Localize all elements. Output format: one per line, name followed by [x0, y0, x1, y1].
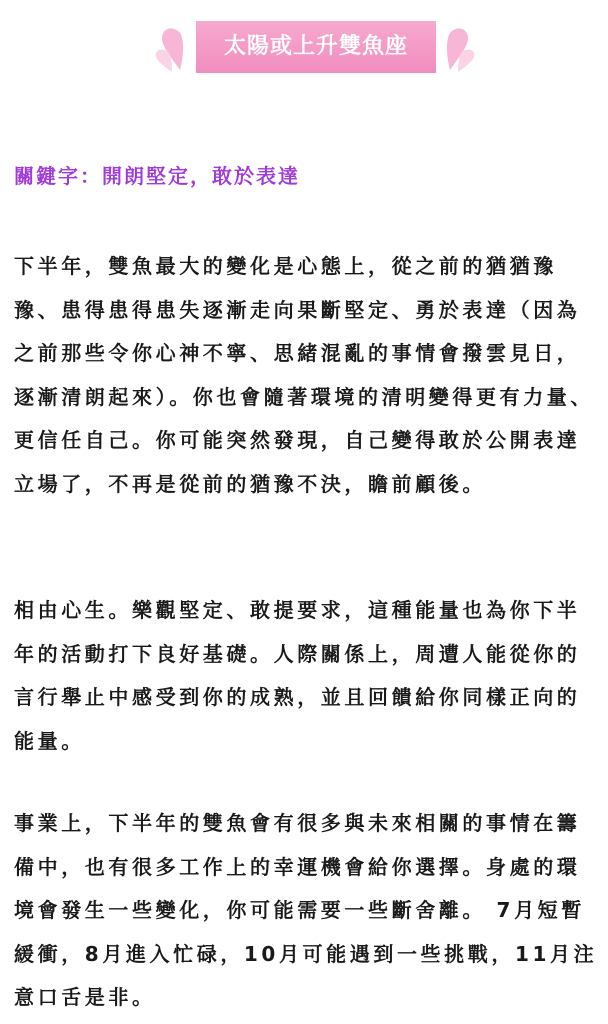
paragraph-relationships: 相由心生。樂觀堅定、敢提要求，這種能量也為你下半年的活動打下良好基礎。人際關係上，周遭人能從你的言行舉止中感受到你的成熟，並且回饋給你同樣正向的能量。 [14, 598, 581, 753]
paragraph-career: 事業上，下半年的雙魚會有很多與未來相關的事情在籌備中，也有很多工作上的幸運機會給你選擇。身處的環境會發生一些變化，你可能需要一些斷舍離。 7月短暫緩衝，8月進入忙碌，10月可能遇到一些挑戰，11月注意口舌是非。 [14, 811, 598, 1009]
section-title: 太陽或上升雙魚座 [196, 21, 436, 73]
heart-icon [444, 26, 480, 76]
paragraph-mindset: 下半年，雙魚最大的變化是心態上，從之前的猶猶豫豫、患得患得患失逐漸走向果斷堅定、勇於表達（因為之前那些令你心神不寧、思緒混亂的事情會撥雲見日，逐漸清朗起來）。你也會隨著環境的清明變得更有力量、更信任自己。你可能突然發現，自己變得敢於公開表達立場了，不再是從前的猶豫不決，瞻前顧後。 [14, 254, 594, 496]
keyword-line: 關鍵字：開朗堅定，敢於表達 [14, 164, 300, 188]
section-header [0, 20, 608, 76]
heart-icon [150, 26, 186, 76]
